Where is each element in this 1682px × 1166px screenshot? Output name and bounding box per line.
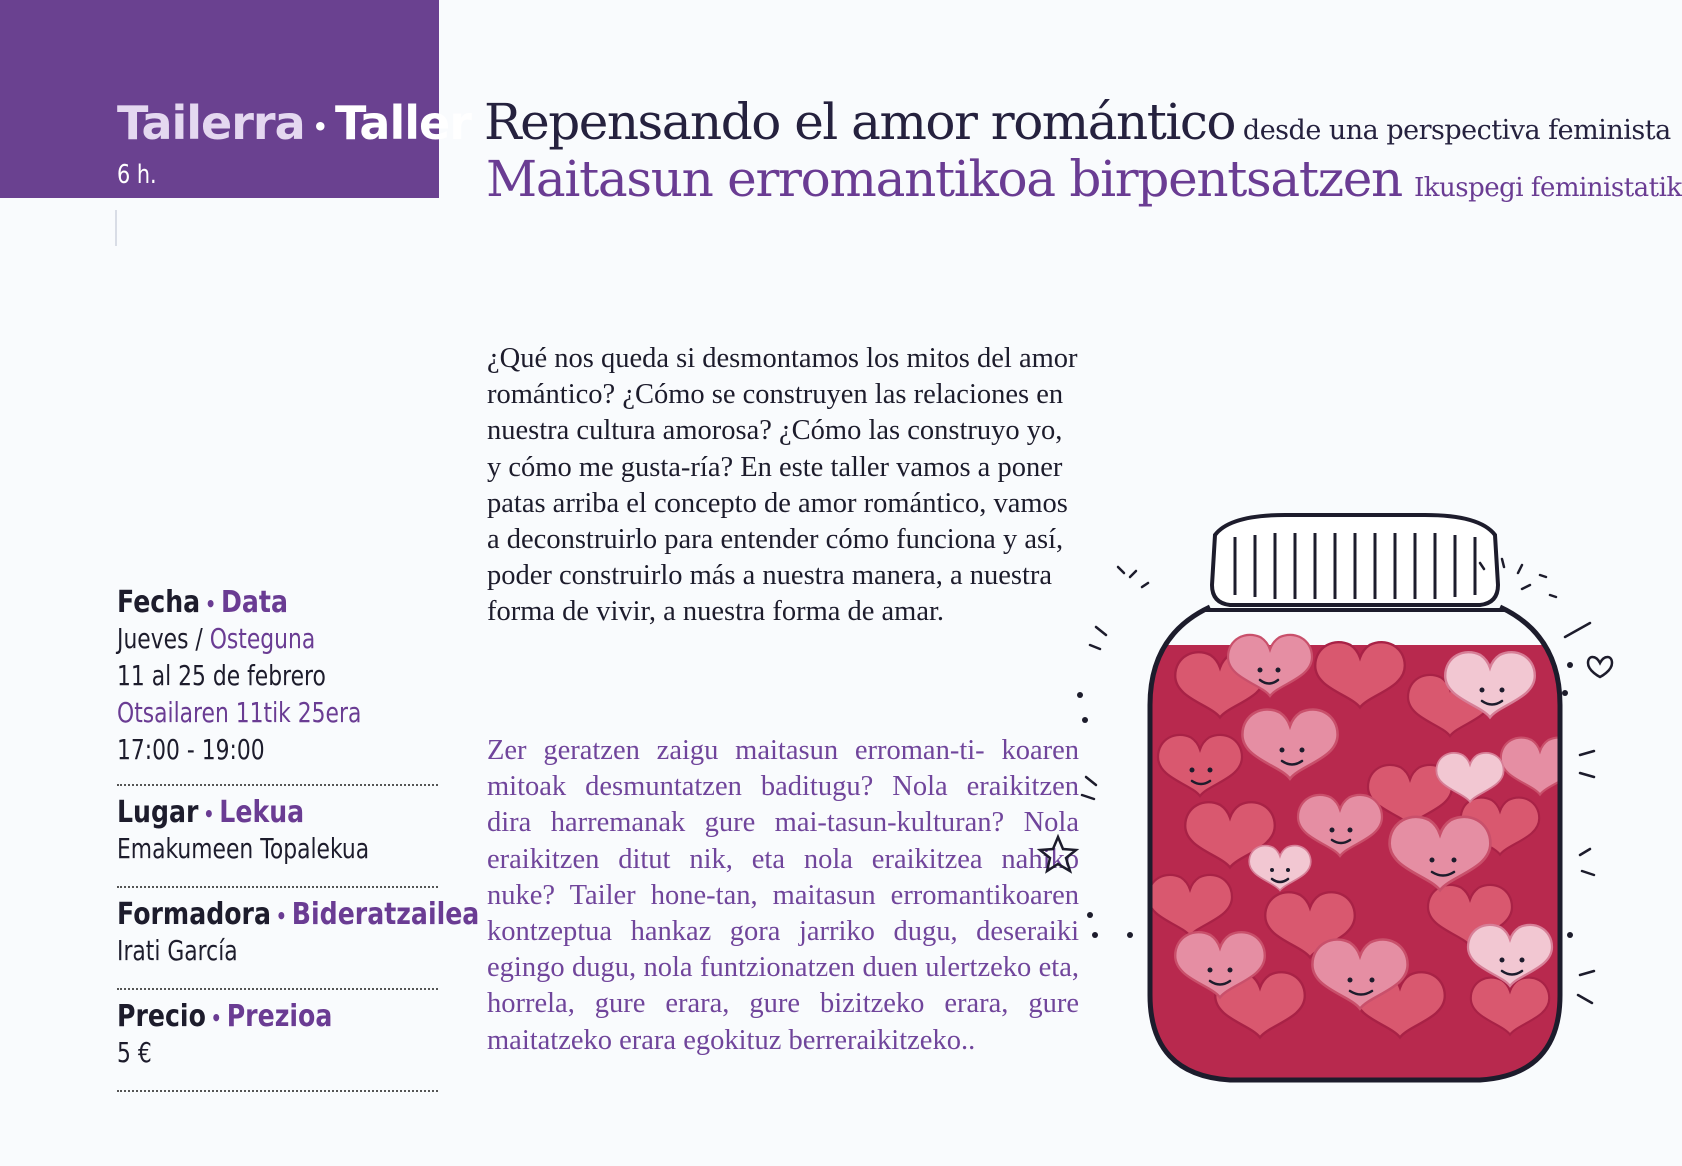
date-day [117,620,367,657]
date-range-eu: Otsailaren 11tik 25era [117,696,362,729]
info-place [117,795,438,867]
description-eu-text: Zer geratzen zaigu maitasun erroman-ti- koaren mitoak desmuntatzen baditugu? Nola eraikitzen dira harremanak gure mai-tasun-kulturan? Nola eraikitzen ditut nik, eta nola eraikitzea nahiko nuke? Tailer hone-tan, maitasun erromantikoaren kontzeptua hankaz gora jarriko dugu, deseraiki egingo dugu, nola funtzionatzen duen ulertzeko eta, horrela, gure erara, gure bizitzeko erara, gure maitatzeko erara egokituz berreraikitzeko.. [487,735,1079,1056]
date-range-es: 11 al 25 de febrero [117,659,326,692]
info-divider [117,1090,438,1092]
description-basque [487,733,1079,1059]
title-es-main: Repensando el amor romántico [484,93,1235,151]
category-line [117,96,471,150]
price-value: 5 € [117,1036,152,1069]
price-label-es: Precio [117,999,206,1034]
info-divider [117,784,438,786]
place-label-separator: • [203,801,215,826]
jar-lid [1212,515,1498,605]
date-label [117,585,387,620]
date-label-eu: Data [221,585,288,620]
duration: 6 h. [117,160,157,190]
price-label-eu: Prezioa [226,999,333,1034]
title-spanish [484,93,1671,151]
jar-of-hearts-illustration [1110,515,1600,1095]
place-label [117,795,387,830]
category-separator: • [312,112,327,141]
info-divider [117,886,438,888]
category-eu: Tailerra [117,96,305,150]
info-date [117,585,438,768]
trainer-label-eu: Bideratzailea [291,897,480,932]
trainer-value: Irati García [117,934,238,967]
date-day-eu: Osteguna [209,622,316,655]
hearts-group [1148,635,1579,1085]
trainer-label [117,897,480,932]
description-es-text: ¿Qué nos queda si desmontamos los mitos del amor romántico? ¿Cómo se construyen las relaciones en nuestra cultura amorosa? ¿Cómo las construyo yo, y cómo me gusta-ría? En este taller vamos a poner patas arriba el concepto de amor romántico, vamos a deconstruirlo para entender cómo funciona y así, poder construirlo más a nuestra manera, a nuestra forma de vivir, a nuestra forma de amar. [487,343,1078,628]
category-header-box [0,0,471,198]
small-heart-doodle [1588,657,1612,677]
title-es-sub: desde una perspectiva feminista [1242,115,1671,146]
date-day-separator: / [195,622,203,655]
place-label-es: Lugar [117,795,199,830]
trainer-label-es: Formadora [117,897,271,932]
place-value: Emakumeen Topalekua [117,832,370,865]
date-time: 17:00 - 19:00 [117,733,265,766]
date-label-separator: • [205,591,216,616]
date-day-es: Jueves [117,622,189,655]
description-spanish [487,341,1079,631]
info-trainer [117,897,480,969]
price-label-separator: • [210,1005,222,1030]
title-eu-main: Maitasun erromantikoa birpentsatzen [486,150,1402,208]
trainer-label-separator: • [276,903,287,928]
info-price [117,999,438,1071]
info-divider [117,988,438,990]
place-label-eu: Lekua [219,795,305,830]
category-es: Taller [334,96,471,150]
title-eu-sub: Ikuspegi feministatik [1413,173,1682,203]
divider-tick [115,210,117,246]
price-label [117,999,387,1034]
date-label-es: Fecha [117,585,201,620]
title-basque [486,150,1682,208]
